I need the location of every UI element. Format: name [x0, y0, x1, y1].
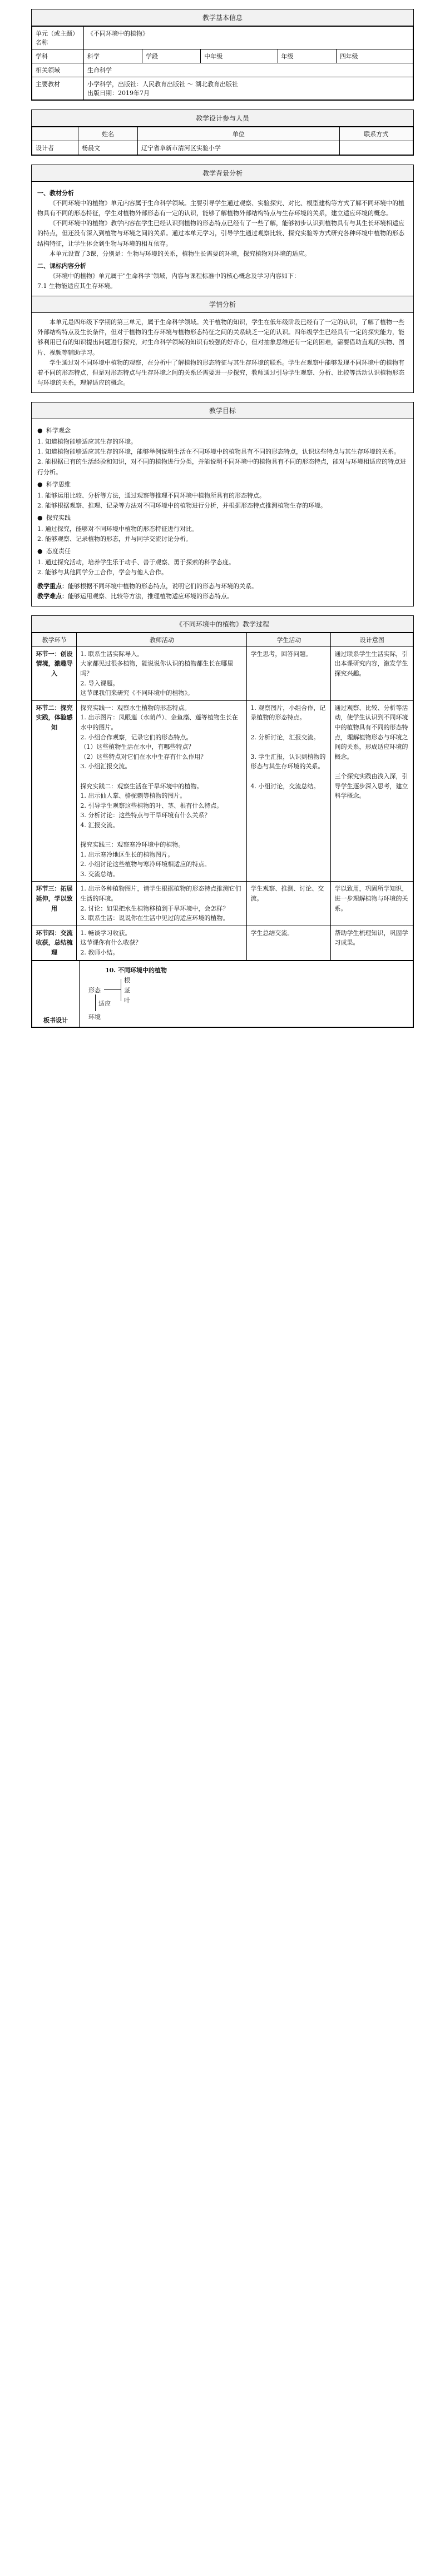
process-intent: 通过联系学生生活实际，引出本课研究内容，激发学生探究兴趣。: [331, 647, 413, 700]
bullet-icon: ●: [37, 548, 43, 555]
subject-label: 学科: [32, 49, 84, 63]
key-point: [37, 581, 408, 591]
process-col-phase: 教学环节: [32, 633, 77, 647]
process-col-intent: 设计意图: [331, 633, 413, 647]
unit-label: 单元（或主题）名称: [32, 27, 84, 49]
difficult-point: [37, 591, 408, 601]
bullet-icon: ●: [37, 514, 43, 521]
think-heading-text: 科学思维: [46, 480, 71, 488]
inquiry-heading-text: 探究实践: [46, 514, 71, 521]
goal-t1: 1. 能够运用比较、分析等方法，通过观察等推理不同环境中植物所具有的形态特点。: [37, 491, 265, 499]
board-root: 根: [124, 976, 130, 984]
material-value: 小学科学，出版社：人民教育出版社 ～ 湖北教育出版社: [87, 81, 238, 88]
background-section: [31, 165, 414, 393]
process-phase: 环节三：拓展延伸，学以致用: [32, 882, 77, 926]
process-phase: 环节四：交流收获，总结梳理: [32, 926, 77, 960]
background-body: [32, 182, 413, 296]
board-leaf: 叶: [124, 996, 130, 1004]
process-intent: 通过观察、比较、分析等活动，使学生认识到不同环境中的植物具有不同的形态特点，理解植物形态与环境之间的关系，形成适应环境的概念。 三个探究实践由浅入深，引导学生逐步深入思考，建立科学概念。: [331, 700, 413, 882]
lesson-plan-page: [31, 0, 414, 1037]
board-stem: 茎: [124, 986, 130, 994]
process-student: 学生观察、推测、讨论、交流。: [247, 882, 331, 926]
board-form: 形态: [88, 986, 101, 994]
team-col-2: 单位: [137, 127, 339, 141]
bullet-icon: ●: [37, 480, 43, 488]
goal-t2: 2. 能够根据观察、推理、记录等方法对不同环境中的植物进行分析，并根据形态特点推测植物生存的环境。: [37, 501, 327, 509]
grade-value: 四年级: [336, 49, 413, 63]
process-row: [32, 647, 413, 700]
design-team-table: [32, 127, 413, 155]
basic-info-table: [32, 26, 413, 100]
field-label: 相关领域: [32, 63, 84, 77]
design-team-title: 教学设计参与人员: [32, 110, 413, 127]
subject-value: 科学: [84, 49, 142, 63]
process-teacher: 1. 联系生活实际导入。 大家都见过很多植物，能说说你认识的植物都生长在哪里吗？ 2. 导入课题。 这节课我们来研究《不同环境中的植物》。: [77, 647, 247, 700]
goal-i2: 2. 能够观察、记录植物的形态，并与同学交流讨论分析。: [37, 535, 192, 543]
textbook-heading: 一、教材分析: [37, 190, 74, 197]
board-env: 环境: [88, 1013, 101, 1021]
goals-section: [31, 402, 414, 606]
goal-c1: 1. 知道植物能够适应其生存的环境。: [37, 438, 137, 446]
process-teacher: 1. 畅谈学习收获。 这节课你有什么收获？ 2. 教师小结。: [77, 926, 247, 960]
goals-title: 教学目标: [32, 402, 413, 419]
process-col-student: 学生活动: [247, 633, 331, 647]
process-intent: 帮助学生梳理知识，巩固学习成果。: [331, 926, 413, 960]
material-publisher: 出版日期：2019年7月: [87, 89, 150, 97]
standard-p4: 《环境中的植物》单元属于"生命科学"领域，内容与课程标准中的核心概念及学习内容如下：: [50, 272, 300, 280]
process-student: 学生思考，回答问题。: [247, 647, 331, 700]
process-phase: 环节二：探究实践，体验感知: [32, 700, 77, 882]
textbook-p1: 《不同环境中的植物》单元内容属于生命科学领域。主要引导学生通过观察、实验探究、对比、模型建构等方式了解不同环境中的植物具有不同的形态特征，学生对植物外部形态有一定的认识，能够了解植物外部结构特点与生存环境的关系，建立适应环境的概念。: [37, 200, 404, 217]
goal-c3: 2. 能根据已有的生活经验和知识，对不同的植物进行分类，并能说明不同环境中的植物具有不同的形态特点，能对与环境相适应的特点进行分析。: [37, 458, 406, 476]
team-col-3: 联系方式: [339, 127, 413, 141]
think-heading: [37, 480, 408, 489]
goal-a1: 1. 通过探究活动，培养学生乐于动手、善于观察、勇于探索的科学态度。: [37, 559, 235, 566]
process-phase: 环节一：创设情境，激趣导入: [32, 647, 77, 700]
process-col-teacher: 教师活动: [77, 633, 247, 647]
team-row-label: 设计者: [32, 141, 78, 155]
attitude-heading: [37, 546, 408, 555]
student-p6: 本单元是四年级下学期的第三单元，属于生命科学领域。关于植物的知识，学生在低年级阶段已经有了一定的认识，了解了植物一些外部结构特点及生长条件，但对于植物的生存环境与植物形态特征之间的关系缺乏一定的认识。四年级学生已经具有一定的探究能力，能够利用已有的知识提出问题进行探究，对生命科学领域的知识有较强的好奇心，但对抽象思维还有一定的困难，需要借助直观的实物、图片、视频等辅助学习。: [37, 319, 404, 356]
process-title: 《不同环境中的植物》教学过程: [32, 616, 413, 633]
process-student: 1. 观察图片，小组合作，记录植物的形态特点。 2. 分析讨论，汇报交流。 3. 学生汇报，认识到植物的形态与其生存环境的关系。 4. 小组讨论，交流总结。: [247, 700, 331, 882]
process-section: [31, 615, 414, 1028]
stage-label: 学段: [142, 49, 201, 63]
board-label: 板书设计: [32, 961, 80, 1027]
standard-heading: 二、课标内容分析: [37, 262, 86, 270]
process-teacher: 探究实践一：观察水生植物的形态特点。 1. 出示图片：凤眼莲（水葫芦）、金鱼藻、莲等植物生长在水中的图片。 2. 小组合作观察，记录它们的形态特点。 （1）这些植物生活在水中，有哪些特点？ （2）这些特点对它们在水中生存有什么作用？ 3. 小组汇报交流。 探究实践二：观察生活在干旱环境中的植物。 1. 出示仙人掌、骆驼刺等植物的图片。 2. 引导学生观察这些植物的叶、茎、根有什么特点。 3. 分析讨论：这些特点与干旱环境有什么关系？ 4. 汇报交流。 探究实践三：观察寒冷环境中的植物。 1. 出示寒冷地区生长的植物图片。 2. 小组讨论这些植物与寒冷环境相适应的特点。 3. 交流总结。: [77, 700, 247, 882]
process-row: [32, 926, 413, 960]
basic-info-section: [31, 9, 414, 101]
process-table: [32, 633, 413, 961]
concept-heading: [37, 426, 408, 435]
goal-a2: 2. 能够与其他同学分工合作，学会与他人合作。: [37, 569, 167, 576]
field-value: 生命科学: [84, 63, 413, 77]
material-cell: [84, 77, 413, 100]
student-p7: 学生通过对不同环境中植物的观察，在分析中了解植物的形态特征与其生存环境的联系。学生在观察中能够发现不同环境中的植物有着不同的形态特点，但是对形态特点与生存环境之间的关系还需要进一步探究，教师通过引导学生观察、分析、比较等活动认识植物形态与环境的关系，理解适应的概念。: [37, 359, 404, 386]
board-line: [104, 989, 121, 990]
team-contact: [339, 141, 413, 155]
board-title: 10. 不同环境中的植物: [105, 966, 167, 974]
goal-c2: 1. 知道植物能够适应其生存的环境，能够举例说明生活在不同环境中的植物具有不同的形态特点，认识这些特点与其生存环境的关系。: [37, 448, 400, 456]
team-name: 杨晨文: [78, 141, 138, 155]
student-title: 学情分析: [32, 296, 413, 313]
background-title: 教学背景分析: [32, 165, 413, 182]
difficult-point-text: 能够运用观察、比较等方法，推理植物适应环境的形态特点。: [68, 592, 233, 600]
material-label: 主要教材: [32, 77, 84, 100]
design-team-section: [31, 110, 414, 156]
board-adapt: 适应: [98, 999, 111, 1007]
concept-heading-text: 科学观念: [46, 427, 71, 435]
process-teacher: 1. 出示各种植物图片，请学生根据植物的形态特点推测它们生活的环境。 2. 讨论：如果把水生植物移植到干旱环境中，会怎样？ 3. 联系生活：说说你在生活中见过的适应环境的植物。: [77, 882, 247, 926]
bullet-icon: ●: [37, 427, 43, 435]
process-intent: 学以致用，巩固所学知识，进一步理解植物与环境的关系。: [331, 882, 413, 926]
team-col-1: 姓名: [78, 127, 138, 141]
standard-p5: 7.1 生物能适应其生存环境。: [37, 282, 116, 290]
team-unit: 辽宁省阜新市清河区实验小学: [137, 141, 339, 155]
inquiry-heading: [37, 513, 408, 522]
board-arrow: [95, 994, 96, 1011]
goal-i1: 1. 通过探究，能够对不同环境中植物的形态特征进行对比。: [37, 525, 198, 533]
process-student: 学生总结交流。: [247, 926, 331, 960]
key-point-text: 能够根据不同环境中植物的形态特点，说明它们的形态与环境的关系。: [68, 582, 258, 590]
grade-label: 年级: [278, 49, 336, 63]
board-table: [32, 961, 413, 1027]
process-row: [32, 882, 413, 926]
textbook-p3: 本单元设置了3课，分别是：生物与环境的关系，植物生长需要的环境，探究植物对环境的适应。: [50, 250, 310, 257]
stage-value: 中年级: [201, 49, 278, 63]
attitude-heading-text: 态度责任: [46, 548, 71, 555]
team-col-0: [32, 127, 78, 141]
process-rows: [32, 647, 413, 960]
key-point-label: 教学重点：: [37, 582, 68, 590]
difficult-point-label: 教学难点：: [37, 592, 68, 600]
student-body: [32, 313, 413, 392]
process-row: [32, 700, 413, 882]
board-cell: [80, 961, 413, 1027]
board-diagram: [83, 963, 409, 1025]
unit-value: 《不同环境中的植物》: [84, 27, 413, 49]
goals-body: [32, 419, 413, 606]
basic-info-title: 教学基本信息: [32, 9, 413, 26]
textbook-p2: 《不同环境中的植物》教学内容在学生已经认识到植物的形态特点已经有了一些了解，能够初步认识到植物具有与其生长环境相适应的特点，但还没有深入到植物与环境之间的关系。通过本单元学习，引导学生通过观察比较、探究实验等方式研究各种环境中植物的形态结构特征，让学生体会到生物与环境的相互依存。: [37, 220, 404, 247]
